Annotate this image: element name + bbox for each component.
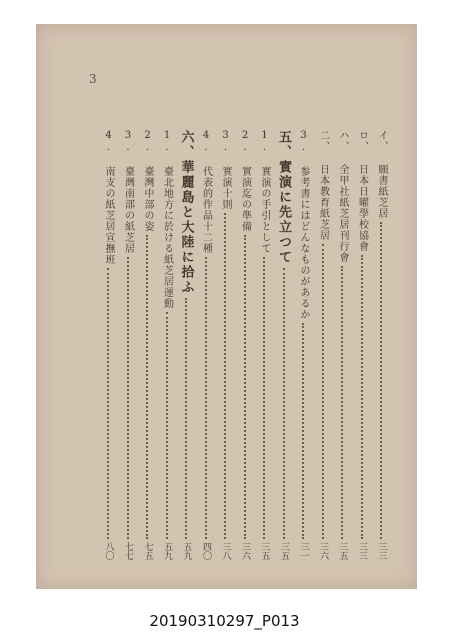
toc-page-number: 四〇	[201, 542, 211, 560]
image-caption: 20190310297_P013	[149, 612, 300, 630]
toc-leader-dots	[302, 323, 304, 539]
toc-entry-label: 4. 南支の紙芝居宣撫班	[103, 130, 114, 265]
toc-entry-label: 1. 臺北地方に於ける紙芝居運動	[161, 130, 173, 309]
toc-entry	[355, 130, 369, 560]
toc-leader-dots	[205, 257, 207, 539]
toc-leader-dots	[146, 235, 148, 539]
toc-entry	[238, 130, 252, 560]
toc-page-number: 三五	[279, 542, 289, 560]
toc-entry	[199, 130, 213, 560]
toc-entry	[140, 130, 154, 560]
toc-page-number: 八〇	[103, 542, 114, 560]
toc-entry-label: 3. 参考書にはどんなものがあるか	[298, 130, 309, 320]
toc-page-number: 七七	[123, 542, 133, 560]
toc-page-number: 三三	[357, 542, 367, 560]
toc-entry	[316, 130, 330, 560]
toc-leader-dots	[244, 235, 246, 539]
toc-entry-label: ハ、 全甲社紙芝居刊行會	[337, 130, 348, 263]
toc-page-number: 三五	[337, 542, 348, 560]
toc-section-heading	[179, 130, 193, 560]
toc-entry-label: 五、實演に先立つて	[276, 130, 291, 265]
toc-entry	[121, 130, 135, 560]
toc-entry-label: 二、 日本教育紙芝居	[317, 130, 329, 241]
toc-entry-label: ロ、 日本日曜學校協會	[356, 130, 368, 252]
toc-leader-dots	[224, 213, 226, 539]
toc-leader-dots	[341, 266, 343, 539]
toc-entry-label: 3. 實演十則	[220, 130, 231, 210]
toc-leader-dots	[107, 268, 109, 539]
toc-page-number: 三六	[318, 542, 328, 560]
toc-entry	[101, 130, 115, 560]
toc-section-heading	[277, 130, 291, 560]
toc-leader-dots	[166, 312, 168, 539]
toc-entry	[374, 130, 388, 560]
toc-entry	[335, 130, 349, 560]
toc-page-number: 三八	[220, 542, 231, 560]
toc-page-number: 五九	[181, 542, 192, 560]
toc-entry	[296, 130, 310, 560]
document-page	[36, 24, 417, 589]
toc-entry-label: 4. 代表的作品十二種	[200, 130, 212, 254]
toc-page-number: 三六	[240, 542, 250, 560]
toc-leader-dots	[283, 268, 285, 539]
toc-page-number: 三三	[376, 542, 387, 560]
toc-entry	[257, 130, 271, 560]
toc-entry-label: 六、華麗島と大陸に拾ふ	[178, 130, 194, 295]
toc-entry-label: 2. 臺灣中部の姿	[142, 130, 153, 232]
toc-page-number: 三一	[298, 542, 309, 560]
toc-page-number: 七五	[142, 542, 153, 560]
toc-entry-label: 2. 實演迄の準備	[239, 130, 251, 232]
toc-entry	[218, 130, 232, 560]
toc-leader-dots	[322, 244, 324, 539]
toc-leader-dots	[361, 255, 363, 539]
toc-entry-label: 3. 臺灣南部の紙芝居	[122, 130, 134, 254]
page-number: 3	[89, 72, 97, 86]
toc-entry	[160, 130, 174, 560]
toc-leader-dots	[263, 257, 265, 539]
toc-entry-label: 1. 實演の手引として	[259, 130, 270, 254]
toc-page-number: 三五	[259, 542, 270, 560]
toc-leader-dots	[380, 222, 382, 539]
toc-leader-dots	[185, 298, 187, 539]
toc-leader-dots	[127, 257, 129, 539]
toc-page-number: 五九	[162, 542, 172, 560]
toc-entry-label: イ、 願書紙芝居	[376, 130, 387, 219]
